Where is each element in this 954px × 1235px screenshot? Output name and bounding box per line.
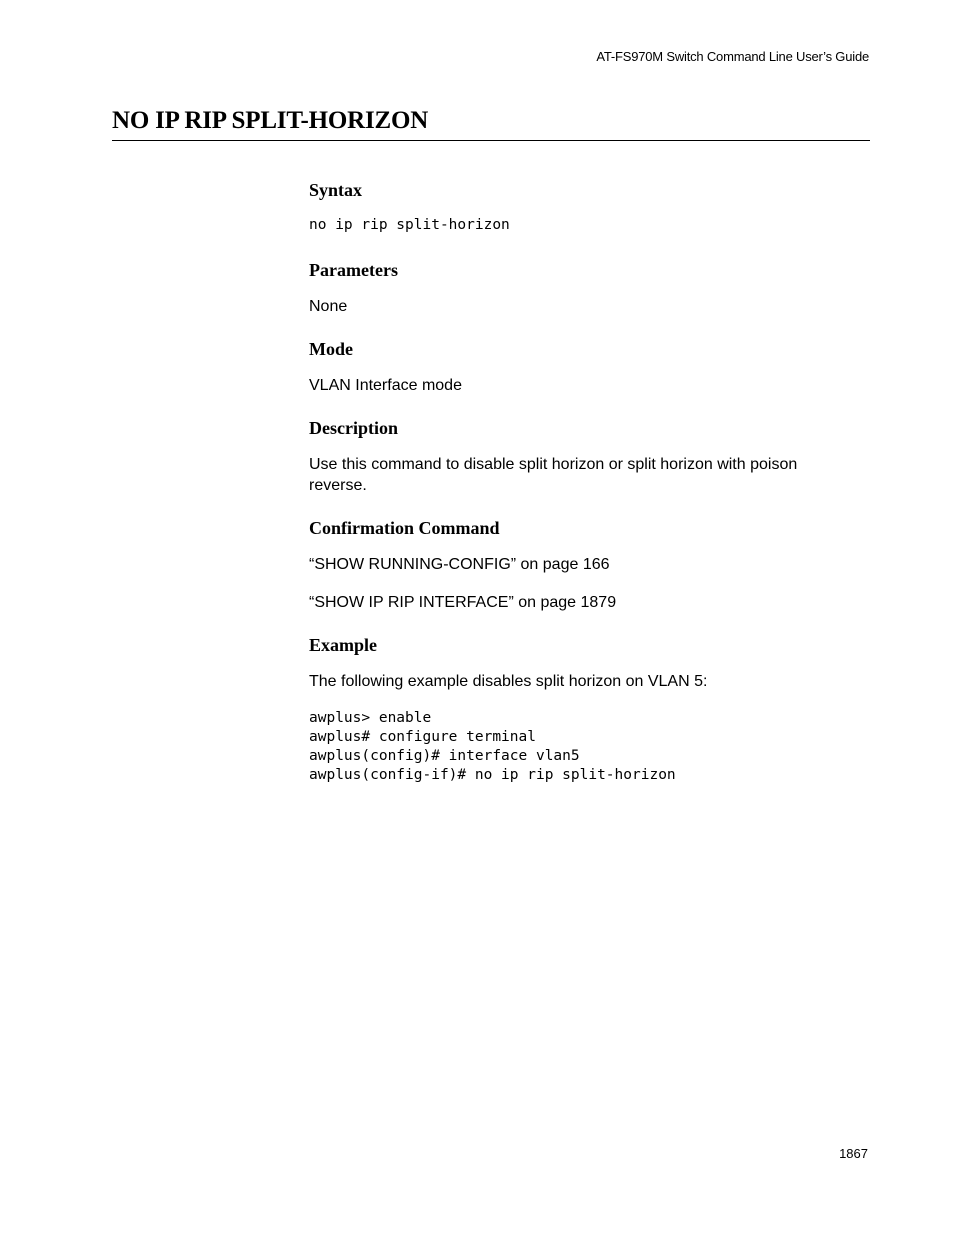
- confirmation-link-ip-rip-interface[interactable]: “SHOW IP RIP INTERFACE” on page 1879: [309, 594, 617, 611]
- description-text: Use this command to disable split horizon or split horizon with poison reverse.: [309, 456, 798, 494]
- example-section: [309, 633, 849, 785]
- mode-text: VLAN Interface mode: [309, 377, 462, 394]
- code-line: awplus(config-if)# no ip rip split-horizon: [309, 767, 676, 783]
- description-section: [309, 416, 849, 496]
- description-heading: Description: [309, 418, 398, 438]
- confirmation-heading: Confirmation Command: [309, 518, 500, 538]
- parameters-section: [309, 258, 849, 317]
- page-title: NO IP RIP SPLIT-HORIZON: [112, 107, 429, 134]
- code-line: awplus(config)# interface vlan5: [309, 748, 580, 764]
- example-code-block: [309, 709, 849, 785]
- example-text: The following example disables split horizon on VLAN 5:: [309, 673, 708, 690]
- running-header: AT-FS970M Switch Command Line User’s Guide: [596, 49, 869, 64]
- parameters-heading: Parameters: [309, 260, 398, 280]
- code-line: awplus> enable: [309, 710, 432, 726]
- syntax-code: no ip rip split-horizon: [309, 217, 510, 233]
- confirmation-link-running-config[interactable]: “SHOW RUNNING-CONFIG” on page 166: [309, 556, 610, 573]
- page-number: 1867: [839, 1146, 868, 1161]
- confirmation-section: [309, 516, 849, 613]
- syntax-section: [309, 178, 849, 235]
- example-heading: Example: [309, 635, 378, 655]
- command-content: [309, 178, 849, 785]
- syntax-heading: Syntax: [309, 180, 363, 200]
- title-rule: [112, 140, 870, 141]
- code-line: awplus# configure terminal: [309, 729, 536, 745]
- mode-heading: Mode: [309, 339, 353, 359]
- parameters-text: None: [309, 298, 348, 315]
- mode-section: [309, 337, 849, 396]
